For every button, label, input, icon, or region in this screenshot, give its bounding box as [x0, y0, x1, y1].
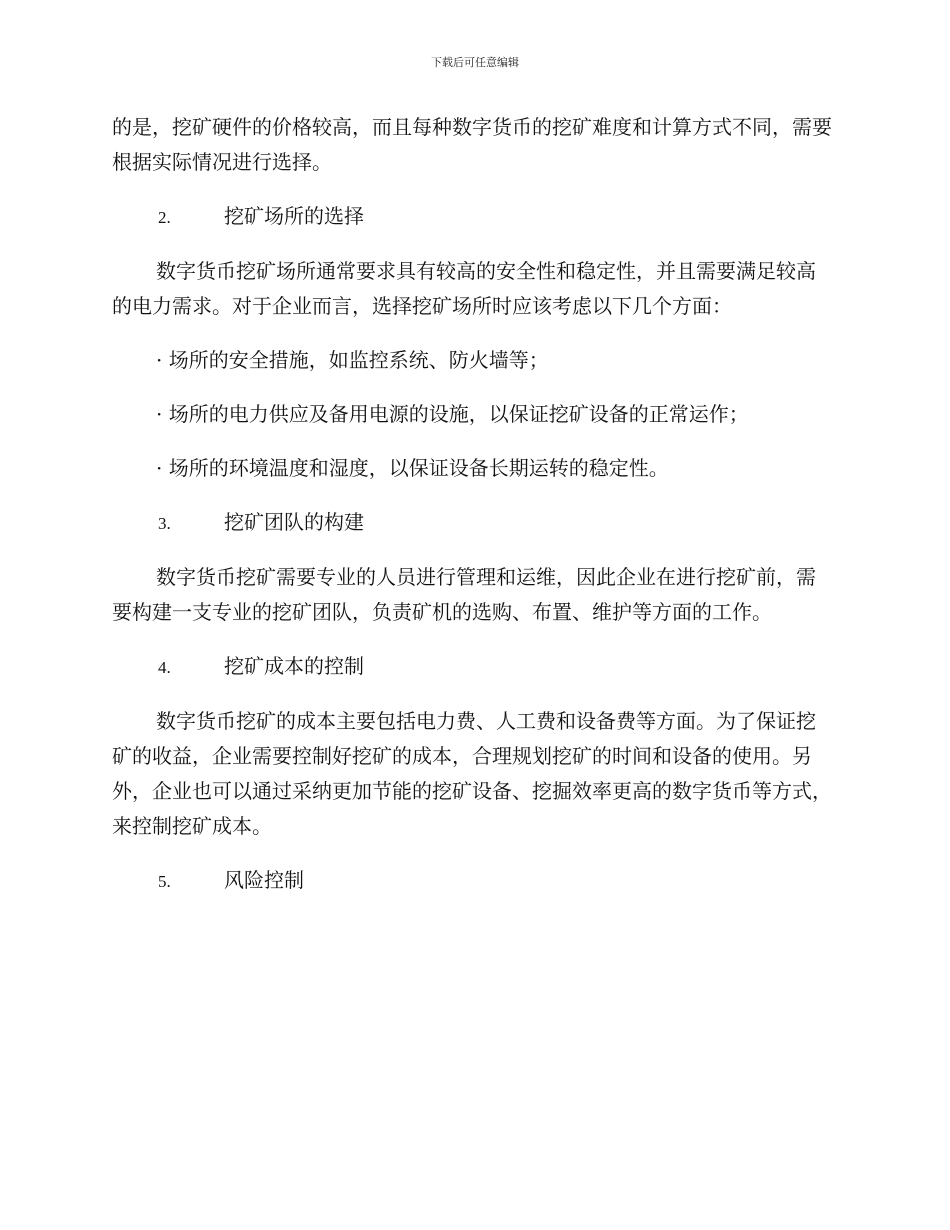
bullet-item-security: · 场所的安全措施，如监控系统、防火墙等； [156, 348, 549, 372]
paragraph-cost: 数字货币挖矿的成本主要包括电力费、人工费和设备费等方面。为了保证挖矿的收益，企业需要控制好挖矿的成本，合理规划挖矿的时间和设备的使用。另外，企业也可以通过采纳更加节能的挖矿设备、挖掘效率更高的数字货币等方式，来控制挖矿成本。 [112, 709, 832, 838]
bullet-item-environment: · 场所的环境温度和湿度，以保证设备长期运转的稳定性。 [156, 456, 669, 480]
paragraph-continuation: 的是，挖矿硬件的价格较高，而且每种数字货币的挖矿难度和计算方式不同，需要根据实际情况进行选择。 [112, 115, 832, 174]
document-body [112, 110, 834, 918]
section-title: 挖矿团队的构建 [224, 510, 364, 534]
section-heading-4 [112, 649, 834, 685]
page-header: 下载后可任意编辑 [431, 56, 519, 69]
section-title: 挖矿成本的控制 [224, 654, 364, 678]
section-number: 4. [158, 658, 171, 677]
section-number: 5. [158, 872, 171, 891]
section-heading-2 [112, 199, 834, 235]
section-title: 挖矿场所的选择 [224, 204, 364, 228]
section-number: 2. [158, 208, 171, 227]
section-heading-5 [112, 863, 834, 899]
bullet-item-power: · 场所的电力供应及备用电源的设施，以保证挖矿设备的正常运作； [156, 402, 749, 426]
section-number: 3. [158, 514, 171, 533]
section-heading-3 [112, 505, 834, 541]
paragraph-team: 数字货币挖矿需要专业的人员进行管理和运维，因此企业在进行挖矿前，需要构建一支专业的挖矿团队，负责矿机的选购、布置、维护等方面的工作。 [112, 565, 816, 624]
section-title: 风险控制 [224, 868, 304, 892]
paragraph-site-requirements: 数字货币挖矿场所通常要求具有较高的安全性和稳定性，并且需要满足较高的电力需求。对于企业而言，选择挖矿场所时应该考虑以下几个方面： [112, 259, 816, 318]
